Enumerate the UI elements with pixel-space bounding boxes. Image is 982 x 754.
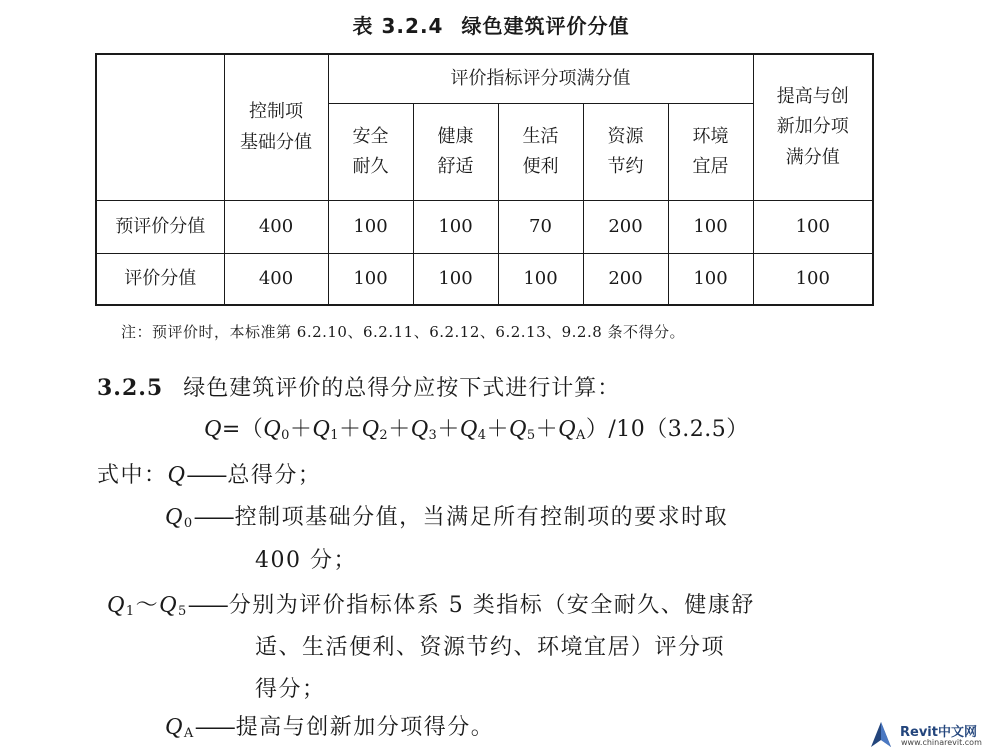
table-row [96, 201, 873, 254]
innovation-value: 100 [753, 201, 873, 254]
score-table [95, 53, 874, 306]
table-note: 注：预评价时，本标准第 6.2.10、6.2.11、6.2.12、6.2.13、9.2.8 条不得分。 [121, 323, 686, 341]
indicator-value: 100 [328, 253, 413, 305]
indicator-header-resource: 资源 节约 [583, 104, 668, 201]
indicator-header-health: 健康 舒适 [413, 104, 498, 201]
definition-q1-q5-line3: 得分； [255, 677, 326, 702]
definition-q0-continued: 400 分； [255, 548, 357, 573]
clause-number: 3.2.5 [97, 375, 164, 401]
innovation-value: 100 [753, 253, 873, 305]
definition-q1-q5-line2: 适、生活便利、资源节约、环境宜居）评分项 [255, 635, 726, 660]
formula-reference: （3.2.5） [645, 417, 749, 442]
indicator-header-environment: 环境 宜居 [668, 104, 753, 201]
indicator-value: 200 [583, 253, 668, 305]
control-header: 控制项 基础分值 [224, 54, 328, 201]
header-row-top [96, 54, 873, 104]
table-title: 绿色建筑评价分值 [461, 14, 630, 38]
indicator-value: 100 [413, 201, 498, 254]
watermark [868, 717, 980, 751]
indicator-value: 70 [498, 201, 583, 254]
definition-q: 式中：Q—— 总得分； [97, 462, 322, 488]
revit-logo-icon [868, 720, 894, 748]
control-value: 400 [224, 201, 328, 254]
table-row [96, 253, 873, 305]
row-label: 预评价分值 [96, 201, 224, 254]
indicator-header-safety: 安全 耐久 [328, 104, 413, 201]
definition-q0: $Q_0——$ 控制项基础分值，当满足所有控制项的要求时取 [165, 504, 729, 531]
watermark-url: www.chinarevit.com [901, 738, 982, 747]
definition-qa: $Q_A——$ 提高与创新加分项得分。 [165, 714, 495, 741]
indicator-value: 100 [498, 253, 583, 305]
row-label: 评价分值 [96, 253, 224, 305]
indicator-value: 200 [583, 201, 668, 254]
innovation-header: 提高与创 新加分项 满分值 [753, 54, 873, 201]
table-caption [0, 10, 982, 39]
clause-text: 绿色建筑评价的总得分应按下式进行计算： [183, 376, 621, 401]
corner-cell [96, 54, 224, 201]
formula: $Q=(Q_0+Q_1+Q_2+Q_3+Q_4+Q_5+Q_A)/10(3.2.5)$ [204, 416, 749, 443]
clause-heading [97, 371, 620, 402]
control-value: 400 [224, 253, 328, 305]
indicator-header-convenience: 生活 便利 [498, 104, 583, 201]
definition-q1-q5: $Q_1\sim Q_5——$ 分别为评价指标体系 5 类指标（安全耐久、健康舒 [107, 592, 755, 619]
watermark-name: Revit中文网 [900, 725, 977, 740]
indicator-value: 100 [668, 201, 753, 254]
indicator-group-header: 评价指标评分项满分值 [328, 54, 753, 104]
indicator-value: 100 [328, 201, 413, 254]
indicator-value: 100 [668, 253, 753, 305]
indicator-value: 100 [413, 253, 498, 305]
table-number: 表 3.2.4 [352, 14, 444, 38]
